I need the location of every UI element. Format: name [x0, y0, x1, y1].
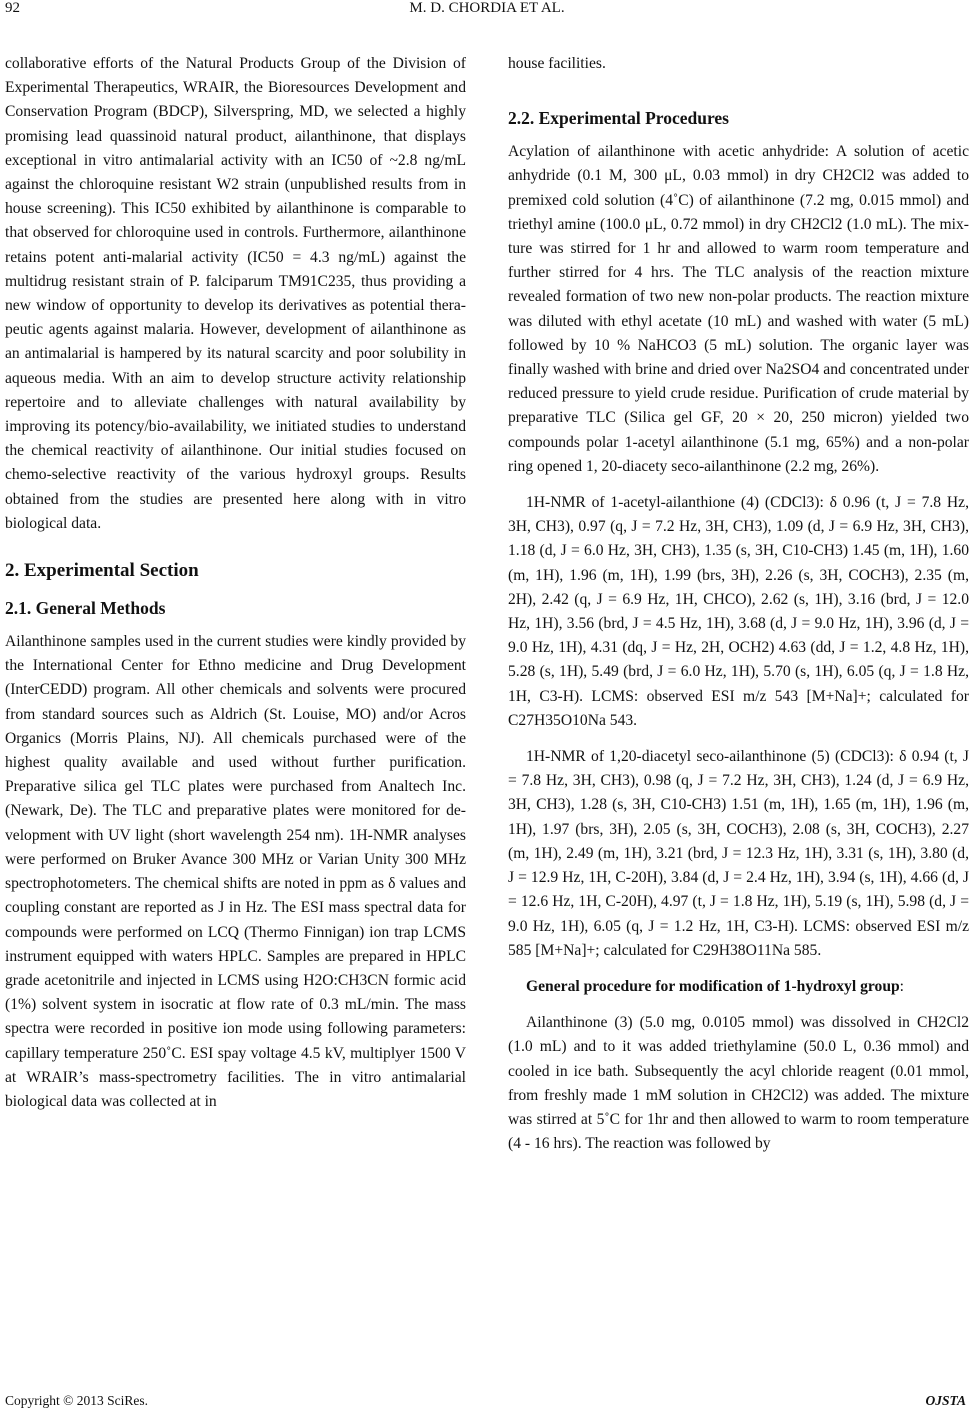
acylation-paragraph: Acylation of ailanthinone with acetic anhydride: A solution of acetic anhydride (0.1 M, 300 μL, 0.03 mmol) in dry CH2Cl2 was added to premixed cold solution (4˚C) of ailanthinone (7.2 mg, 0.015 mmol) and triethyl amine (100.0 μL, 0.72 mmol) in dry CH2Cl2 (1.0 mL). The mixture was stirred for 1 hr and allowed to warm room temperature and further stirred for 4 hrs. The TLC analysis of the reaction mixture revealed formation of two new non-polar products. The reaction mixture was diluted with ethyl acetate (10 mL) and washed with water (5 mL) followed by 10 % NaHCO3 (5 mL) solution. The organic layer was finally washed with brine and dried over Na2SO4 and concentrated under reduced pressure to yield crude residue. Purification of crude material by preparative TLC (Silica gel GF, 20 × 20, 250 micron) yielded two compounds polar 1-acetyl ailanthinone (5.1 mg, 65%) and a non-polar ring opened 1, 20-diacety seco-ailanthinone (2.2 mg, 26%). — [508, 143, 969, 475]
nmr-compound-5-paragraph: 1H-NMR of 1,20-diacetyl seco-ailanthinone (5) (CDCl3): δ 0.94 (t, J = 7.8 Hz, 3H, CH3), 0.98 (q, J = 7.2 Hz, 3H, CH3), 1.24 (d, J = 6.9 Hz, 3H, CH3), 1.28 (s, 3H, C10-CH3) 1.51 (m, 1H), 1.65 (m, 1H), 1.96 (m, 1H), 1.97 (brs, 3H), 2.05 (s, 3H, COCH3), 2.08 (s, 3H, COCH3), 2.27 (m, 1H), 2.49 (m, 1H), 3.21 (brd, J = 12.3 Hz, 1H), 3.31 (s, 1H), 3.80 (d, J = 12.9 Hz, 1H, C-20H), 3.84 (d, J = 2.4 Hz, 1H), 3.94 (s, 1H), 4.66 (d, J = 12.6 Hz, 1H, C-20H), 4.97 (t, J = 1.8 Hz, 1H), 5.19 (s, 1H), 5.98 (d, J = 9.0 Hz, 1H), 6.05 (q, J = 1.2 Hz, 1H, C3-H). LCMS: observed ESI m/z 585 [M+Na]+; calculated for C29H38O11Na 585. — [508, 748, 969, 959]
intro-paragraph: collaborative efforts of the Natural Products Group of the Division of Experimental Therapeutics, WRAIR, the Bioresources Development and Conservation Program (BDCP), Silverspring, MD, we selected a highly promising lead quassinoid natural product, ailanthinone, that displays exceptional in vitro antimalarial activity with an IC50 of ~2.8 ng/mL against the chloroquine resistant W2 strain (unpublished results from in house screening). This IC50 exhibited by ailanthinone is comparable to that observed for chloroquine used in controls. Furthermore, ailanthinone retains potent anti-malarial activity (IC50 = 4.3 ng/mL) against the multidrug resistant strain of P. falciparum TM91C235, thus providing a new window of opportunity to develop its derivatives as potential therapeutic agents against malaria. However, development of ailanthinone as an antimalarial is hampered by its natural scarcity and poor solubility in aqueous media. With an aim to develop structure activity relationship repertoire and to alleviate challenges with natural availability by improving its potency/bio-availability, we initiated studies to understand the chemical reactivity of ailanthinone. Our initial studies focused on chemo-selective reactivity of the various hydroxyl groups. Results obtained from the studies are presented here along with in vitro biological data. — [5, 55, 466, 532]
general-procedure-paragraph: Ailanthinone (3) (5.0 mg, 0.0105 mmol) was dissolved in CH2Cl2 (1.0 mL) and to it was added triethylamine (50.0 L, 0.36 mmol) and cooled in ice bath. Subsequently the acyl chloride reagent (0.01 mmol, from freshly made 1 mM solution in CH2Cl2) was added. The mixture was stirred at 5˚C for 1hr and then allowed to warm to room temperature (4 - 16 hrs). The reaction was followed by — [508, 1014, 969, 1153]
subsection-heading-general-methods: 2.1. General Methods — [5, 598, 166, 619]
nmr-compound-4-paragraph: 1H-NMR of 1-acetyl-ailanthione (4) (CDCl3): δ 0.96 (t, J = 7.8 Hz, 3H, CH3), 0.97 (q, J = 7.2 Hz, 3H, CH3), 1.09 (d, J = 6.9 Hz, 3H, CH3), 1.18 (d, J = 6.0 Hz, 3H, CH3), 1.35 (s, 3H, C10-CH3) 1.45 (m, 1H), 1.60 (m, 1H), 1.96 (m, 1H), 1.99 (brs, 3H), 2.26 (s, 3H, COCH3), 2.35 (m, 2H), 2.42 (q, J = 6.9 Hz, 1H, CHCO), 2.62 (s, 1H), 3.16 (brd, J = 12.0 Hz, 1H), 3.56 (brd, J = 4.5 Hz, 1H), 3.68 (d, J = 9.0 Hz, 1H), 3.96 (d, J = 9.0 Hz, 1H), 4.31 (dq, J = Hz, 2H, OCH2) 4.63 (dd, J = 1.2, 4.8 Hz, 1H), 5.28 (s, 1H), 5.49 (brd, J = 6.0 Hz, 1H), 5.70 (s, 1H), 6.05 (q, J = 1.8 Hz, 1H, C3-H). LCMS: observed ESI m/z 543 [M+Na]+; calculated for C27H35O10Na 543. — [508, 494, 969, 729]
copyright-notice: Copyright © 2013 SciRes. — [5, 1393, 149, 1408]
running-title: M. D. CHORDIA ET AL. — [409, 0, 565, 16]
journal-name: OJSTA — [925, 1393, 966, 1408]
general-procedure-title: General procedure for modification of 1-hydroxyl group — [526, 977, 900, 995]
right-column — [508, 52, 969, 1156]
page-header — [0, 0, 974, 30]
section-heading: 2. Experimental Section — [5, 560, 199, 582]
left-column — [5, 52, 466, 1114]
general-procedure-colon: : — [899, 977, 905, 995]
subsection-heading-procedures: 2.2. Experimental Procedures — [508, 108, 729, 129]
methods-paragraph: Ailanthinone samples used in the current studies were kindly provided by the International Center for Ethno medicine and Drug Development (InterCEDD) program. All other chemicals and solvents were procured from standard sources such as Aldrich (St. Louise, MO) and/or Acros Organics (Morris Plains, NJ). All chemicals purchased were of the highest quality available and used without further purification. Preparative silica gel TLC plates were purchased from Analtech Inc. (Newark, De). The TLC and preparative plates were monitored for development with UV light (short wavelength 254 nm). 1H-NMR analyses were performed on Bruker Avance 300 MHz or Varian Unity 300 MHz spectrophotometers. The chemical shifts are noted in ppm as δ values and coupling constant are reported as J in Hz. The ESI mass spectral data for compounds were performed on LCQ (Thermo Finnigan) ion trap LCMS instrument equipped with waters HPLC. Samples are prepared in HPLC grade acetonitrile and injected in LCMS using H2O:CH3CN formic acid (1%) solvent system in isocratic at flow rate of 0.3 mL/min. The mass spectra were recorded in positive ion mode using following parameters: capillary temperature 250˚C. ESI spay voltage 4.5 kV, multiplyer 1500 V at WRAIR’s mass-spectrometry facilities. The in vitro antimalarial biological data was collected at in — [5, 633, 466, 1110]
page-number: 92 — [5, 0, 20, 16]
continuation-paragraph: house facilities. — [508, 55, 606, 72]
general-procedure-heading — [508, 975, 969, 999]
